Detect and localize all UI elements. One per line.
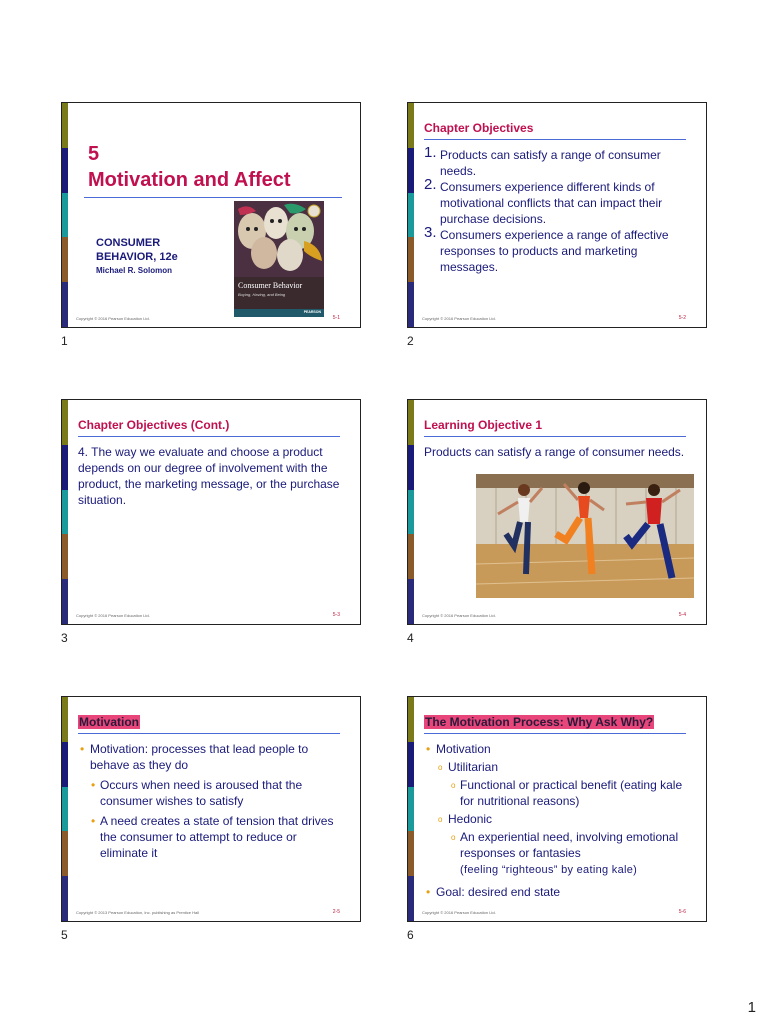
chapter-title: Motivation and Affect xyxy=(88,169,291,191)
slide-title: Chapter Objectives (Cont.) xyxy=(78,418,340,437)
sub-bullet-item: • A need creates a state of tension that drives the consumer to attempt to reduce or eliminate it xyxy=(78,813,340,861)
slide-body xyxy=(78,741,340,861)
subtitle-line1: CONSUMER xyxy=(96,237,161,249)
book-title: Consumer Behavior xyxy=(238,281,303,290)
slide-3 xyxy=(61,399,361,625)
sub-sub-bullet-item: o An experiential need, involving emotional responses or fantasies (feeling “righteous” by eating kale) xyxy=(424,829,686,878)
copyright: Copyright © 2016 Pearson Education Ltd. xyxy=(422,316,496,321)
sub-bullet-item: • Occurs when need is aroused that the consumer wishes to satisfy xyxy=(78,777,340,809)
copyright: Copyright © 2016 Pearson Education Ltd. xyxy=(422,613,496,618)
slide-5 xyxy=(61,696,361,922)
bullet-item: • Motivation xyxy=(424,741,686,757)
dancers-photo xyxy=(476,474,694,598)
slide-title: The Motivation Process: Why Ask Why? xyxy=(424,715,686,734)
slide-stripe xyxy=(62,697,68,921)
page-number: 1 xyxy=(747,999,756,1016)
slide-caption-1: 1 xyxy=(61,334,68,348)
copyright: Copyright © 2013 Pearson Education, Inc. publishing as Prentice Hall xyxy=(76,910,200,915)
slide-caption-5: 5 xyxy=(61,928,68,942)
chapter-number: 5 xyxy=(88,143,100,165)
list-item: 1. Products can satisfy a range of consumer needs. xyxy=(424,144,661,178)
sub-sub-bullet-item: o Functional or practical benefit (eating kale for nutritional reasons) xyxy=(424,777,686,809)
slide-title: Chapter Objectives xyxy=(424,121,686,140)
book-publisher: PEARSON xyxy=(303,310,321,314)
list-item: 3. Consumers experience a range of affective responses to products and marketing messages. xyxy=(424,224,669,274)
book-cover-image xyxy=(234,201,324,317)
slide-body xyxy=(424,741,686,900)
copyright: Copyright © 2016 Pearson Education Ltd. xyxy=(422,910,496,915)
slide-number: 5-3 xyxy=(332,612,340,618)
slide-caption-2: 2 xyxy=(407,334,414,348)
objective-text: 4. The way we evaluate and choose a product depends on our degree of involvement with the product, the marketing message, or the purchase situation. xyxy=(78,445,340,507)
slide-1 xyxy=(61,102,361,328)
sub-bullet-item: o Utilitarian xyxy=(424,759,686,775)
slide-number: 5-1 xyxy=(332,315,340,321)
slide-caption-4: 4 xyxy=(407,631,414,645)
slide-stripe xyxy=(62,103,68,327)
bullet-item: • Motivation: processes that lead people to behave as they do xyxy=(78,741,340,773)
masks-illustration xyxy=(234,201,324,317)
slide-2 xyxy=(407,102,707,328)
objectives-list xyxy=(424,144,686,275)
slide-title: Motivation xyxy=(78,715,340,734)
title-underline xyxy=(84,197,342,198)
slide-6 xyxy=(407,696,707,922)
slide-stripe xyxy=(408,400,414,624)
copyright: Copyright © 2016 Pearson Education Ltd. xyxy=(76,316,150,321)
book-subtitle: Buying, Having, and Being xyxy=(238,292,286,297)
slide-stripe xyxy=(408,697,414,921)
slide-caption-3: 3 xyxy=(61,631,68,645)
slide-caption-6: 6 xyxy=(407,928,414,942)
slide-4 xyxy=(407,399,707,625)
sub-bullet-item: o Hedonic xyxy=(424,811,686,827)
slide-number: 5-2 xyxy=(678,315,686,321)
bullet-item: • Goal: desired end state xyxy=(424,884,686,900)
list-item: 2. Consumers experience different kinds of motivational conflicts that can impact their purchase decisions. xyxy=(424,176,663,226)
slide-number: 5-6 xyxy=(678,909,686,915)
author: Michael R. Solomon xyxy=(96,266,173,275)
slide-number: 2-5 xyxy=(332,909,340,915)
slide-stripe xyxy=(62,400,68,624)
slide-number: 5-4 xyxy=(678,612,686,618)
slide-title: Learning Objective 1 xyxy=(424,418,686,437)
copyright: Copyright © 2016 Pearson Education Ltd. xyxy=(76,613,150,618)
slide-stripe xyxy=(408,103,414,327)
dancers-illustration xyxy=(476,474,694,598)
subtitle-line2: BEHAVIOR, 12e xyxy=(96,251,178,263)
objective-text: Products can satisfy a range of consumer needs. xyxy=(424,445,685,459)
